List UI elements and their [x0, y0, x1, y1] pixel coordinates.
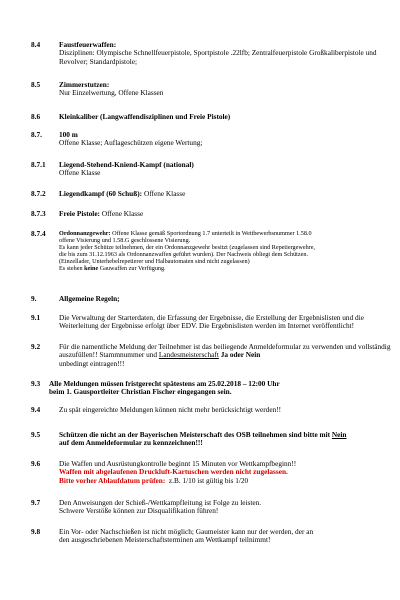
warning-text: Bitte vorher Ablaufdatum prüfen: — [59, 475, 166, 485]
section-text: Es stehen — [59, 265, 85, 273]
section-text: Ein Vor- oder Nachschießen ist nicht möglich; Gaumeister kann nur der werden, der an — [59, 527, 314, 536]
section-text: auf dem Anmeldeformular zu kennzeichnen!!! — [59, 438, 203, 448]
section-text: offene Visierung und 1.58.G geschlossene Visierung. — [59, 237, 191, 245]
section-title: Ordonnanzgewehr: — [59, 230, 111, 237]
section-number: 8.4 — [31, 40, 41, 49]
section-number: 8.5 — [31, 80, 41, 89]
section-title: Kleinkaliber (Langwaffendisziplinen und Freie Pistole) — [59, 112, 231, 121]
section-title: Liegendkampf (60 Schuß): — [59, 189, 143, 198]
underlined-text: Landesmeisterschaft — [158, 350, 219, 360]
section-number: 8.7.1 — [31, 160, 46, 169]
section-text: Den Anweisungen der Schieß-/Wettkampfleitung ist Folge zu leisten. — [59, 498, 262, 507]
section-text: Schwere Verstöße können zur Disqualifikation führen! — [59, 506, 219, 516]
section-title: 100 m — [59, 130, 78, 139]
deadline-text: beim 1. Gausportleiter Christian Fischer eingegangen sein. — [49, 387, 232, 397]
section-number: 9.1 — [31, 313, 41, 322]
section-title: Faustfeuerwaffen: — [59, 40, 117, 49]
section-text: z.B. 1/10 ist gültig bis 1/20 — [165, 475, 249, 485]
section-number: 8.6 — [31, 112, 41, 121]
section-text: Offene Klasse — [59, 168, 101, 178]
section-number: 8.7. — [31, 130, 42, 139]
section-text: Offene Klasse — [101, 209, 144, 218]
section-number: 9.7 — [31, 498, 41, 507]
warning-text: Waffen mit abgelaufenen Druckluft-Kartuschen werden nicht zugelassen. — [59, 467, 288, 477]
emphasis-text: keine — [84, 265, 99, 273]
section-text: Zu spät eingereichte Meldungen können nicht mehr berücksichtigt werden!! — [59, 405, 282, 414]
section-text: Die Verwaltung der Starterdaten, die Erfassung der Ergebnisse, die Erstellung der Ergebnislisten und die Weiterleitung der Ergebnisse erfolgt über EDV. Die Ergebnislisten werden im Internet veröffentlicht! — [59, 313, 364, 331]
section-text: Offene Klasse — [143, 189, 186, 198]
emphasis-text: Ja oder Nein — [218, 350, 261, 360]
section-number: 9. — [31, 294, 37, 303]
section-text: Offene Klasse; Auflageschützen eigene Wertung; — [59, 138, 203, 148]
section-text: Nur Einzelwertung, Offene Klassen — [59, 88, 164, 98]
section-number: 9.2 — [31, 342, 41, 351]
section-text: Schützen die nicht an der Bayerischen Meisterschaft des OSB teilnehmen sind bitte mit — [59, 430, 332, 439]
section-text: Gauwaffen zur Verfügung. — [98, 265, 166, 273]
section-text: die bis zum 31.12.1963 als Ordonnanzwaffen geführt wurden). Der Nachweis obliegt dem Schützen. — [59, 251, 309, 259]
section-number: 8.7.2 — [31, 189, 46, 198]
section-text: den ausgeschriebenen Meisterschaftsterminen am Wettkampf teilnimmt! — [59, 535, 271, 545]
section-title: Zimmerstutzen: — [59, 80, 110, 89]
section-title: Liegend-Stehend-Kniend-Kampf (national) — [59, 160, 194, 169]
section-text: Es kann jeder Schütze teilnehmen, der ein Ordonnanzgewehr besitzt (zugelassen sind Repetiergewehre, — [59, 244, 316, 252]
underlined-text: Nein — [331, 430, 347, 439]
section-number: 9.4 — [31, 405, 41, 414]
section-number: 9.3 — [31, 379, 41, 388]
section-text: Disziplinen: Olympische Schnellfeuerpistole, Sportpistole .22lfb; Zentralfeuerpistole Großkaliberpistole und Revolver; Standardpistole; — [59, 48, 377, 66]
section-number: 9.6 — [31, 459, 41, 468]
section-title: Allgemeine Regeln; — [59, 294, 120, 303]
section-text: Offene Klasse gemäß Sportordnung 1.7 unterteilt in Wettbewerbsnummer 1.58.0 — [112, 230, 312, 237]
section-text: (Einzellader, Unterhebelrepetierer und Halbautomaten sind nicht zugelassen) — [59, 258, 250, 266]
section-number: 8.7.3 — [31, 209, 46, 218]
section-text: Für die namentliche Meldung der Teilnehmer ist das beiliegende Anmeldeformular zu verwenden und vollständig auszufüllen!! Stammnummer und — [59, 342, 391, 360]
section-number: 9.8 — [31, 527, 41, 536]
section-number: 9.5 — [31, 430, 41, 439]
section-text: Die Waffen und Ausrüstungkontrolle beginnt 15 Minuten vor Wettkampfbeginn!! — [59, 459, 297, 468]
section-title: Freie Pistole: — [59, 209, 100, 218]
section-number: 8.7.4 — [31, 229, 46, 238]
deadline-text: Alle Meldungen müssen fristgerecht spätestens am 25.02.2018 – 12:00 Uhr — [49, 379, 280, 388]
section-text: unbedingt eintragen!!! — [59, 358, 125, 368]
